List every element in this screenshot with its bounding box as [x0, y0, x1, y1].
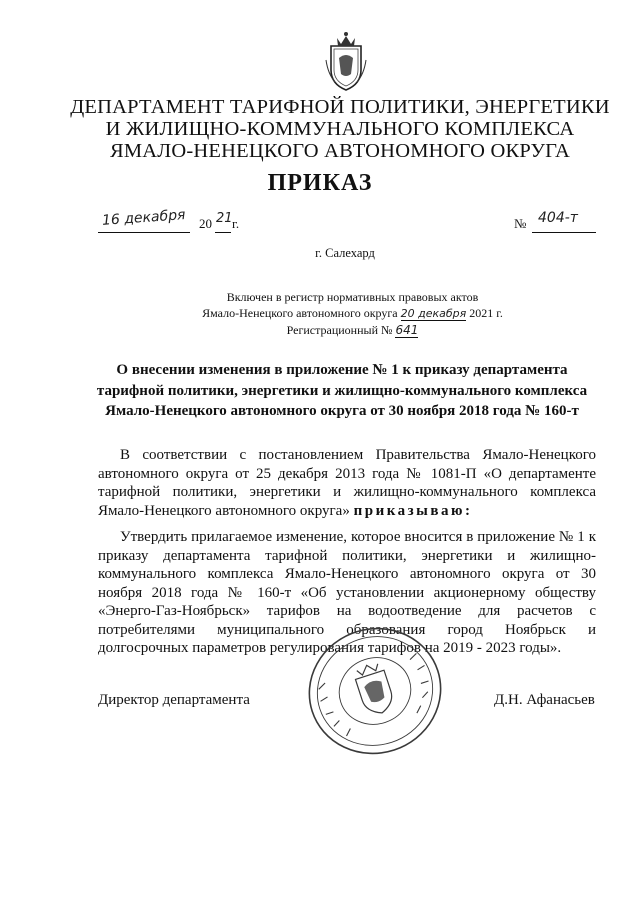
- city: г. Салехард: [315, 246, 375, 260]
- date-day-handwritten: 16 декабря: [101, 207, 187, 229]
- department-line-3: ЯМАЛО-НЕНЕЦКОГО АВТОНОМНОГО ОКРУГА: [109, 140, 571, 162]
- order-word: приказываю:: [353, 502, 473, 519]
- registration-number-label: Регистрационный №: [286, 323, 393, 337]
- registration-line-2-suffix: 2021 г.: [469, 306, 503, 320]
- date-year-prefix: 20: [199, 216, 212, 231]
- department-line-1: ДЕПАРТАМЕНТ ТАРИФНОЙ ПОЛИТИКИ, ЭНЕРГЕТИКИ: [70, 96, 610, 118]
- number-label: №: [514, 216, 527, 231]
- signatory-position: Директор департамента: [98, 692, 250, 708]
- coat-of-arms-emblem: [323, 30, 369, 92]
- date-suffix: г.: [232, 216, 240, 231]
- document-type-title: ПРИКАЗ: [267, 170, 373, 196]
- order-date: [98, 207, 248, 236]
- number-handwritten: 404-т: [538, 210, 578, 226]
- preamble-paragraph: [98, 446, 596, 520]
- order-number: [514, 210, 604, 236]
- subject-line-1: О внесении изменения в приложение № 1 к приказу департамента: [116, 362, 568, 378]
- official-seal-stamp: [300, 622, 450, 760]
- registration-date-handwritten: 20 декабря: [400, 307, 467, 320]
- order-subject: [62, 360, 622, 422]
- registration-block: [150, 289, 555, 338]
- registration-line-1: Включен в регистр нормативных правовых актов: [226, 290, 479, 304]
- preamble-text: В соответствии с постановлением Правительства Ямало-Ненецкого автономного округа от 25 декабря 2013 года № 1081-П «О департаменте тарифной политики, энергетики и жилищно-коммунального комплекса Ямало-Ненецкого автономного округа»: [98, 447, 596, 519]
- resolution-paragraph: Утвердить прилагаемое изменение, которое вносится в приложение № 1 к приказу департамента тарифной политики, энергетики и жилищно-коммунального комплекса Ямало-Ненецкого автономного округа от 30 ноября 2018 года № 160-т «Об установлении акционерному обществу «Энерго-Газ-Ноябрьск» тарифов на водоотведение для расчетов с потребителями муниципального образования город Ноябрьск и долгосрочных параметров регулирования тарифов на 2019 - 2023 годы».: [98, 529, 596, 656]
- department-line-2: И ЖИЛИЩНО-КОММУНАЛЬНОГО КОМПЛЕКСА: [105, 118, 575, 140]
- registration-line-2: [150, 305, 555, 322]
- signatory-name: Д.Н. Афанасьев: [494, 692, 595, 708]
- registration-number-handwritten: 641: [395, 323, 419, 337]
- date-year-handwritten: 21: [216, 211, 233, 226]
- department-header: [40, 96, 640, 162]
- registration-line-2-prefix: Ямало-Ненецкого автономного округа: [202, 306, 398, 320]
- subject-line-3: Ямало-Ненецкого автономного округа от 30 ноября 2018 года № 160-т: [105, 403, 579, 419]
- subject-line-2: тарифной политики, энергетики и жилищно-коммунального комплекса: [96, 382, 588, 399]
- registration-line-3: [150, 322, 555, 338]
